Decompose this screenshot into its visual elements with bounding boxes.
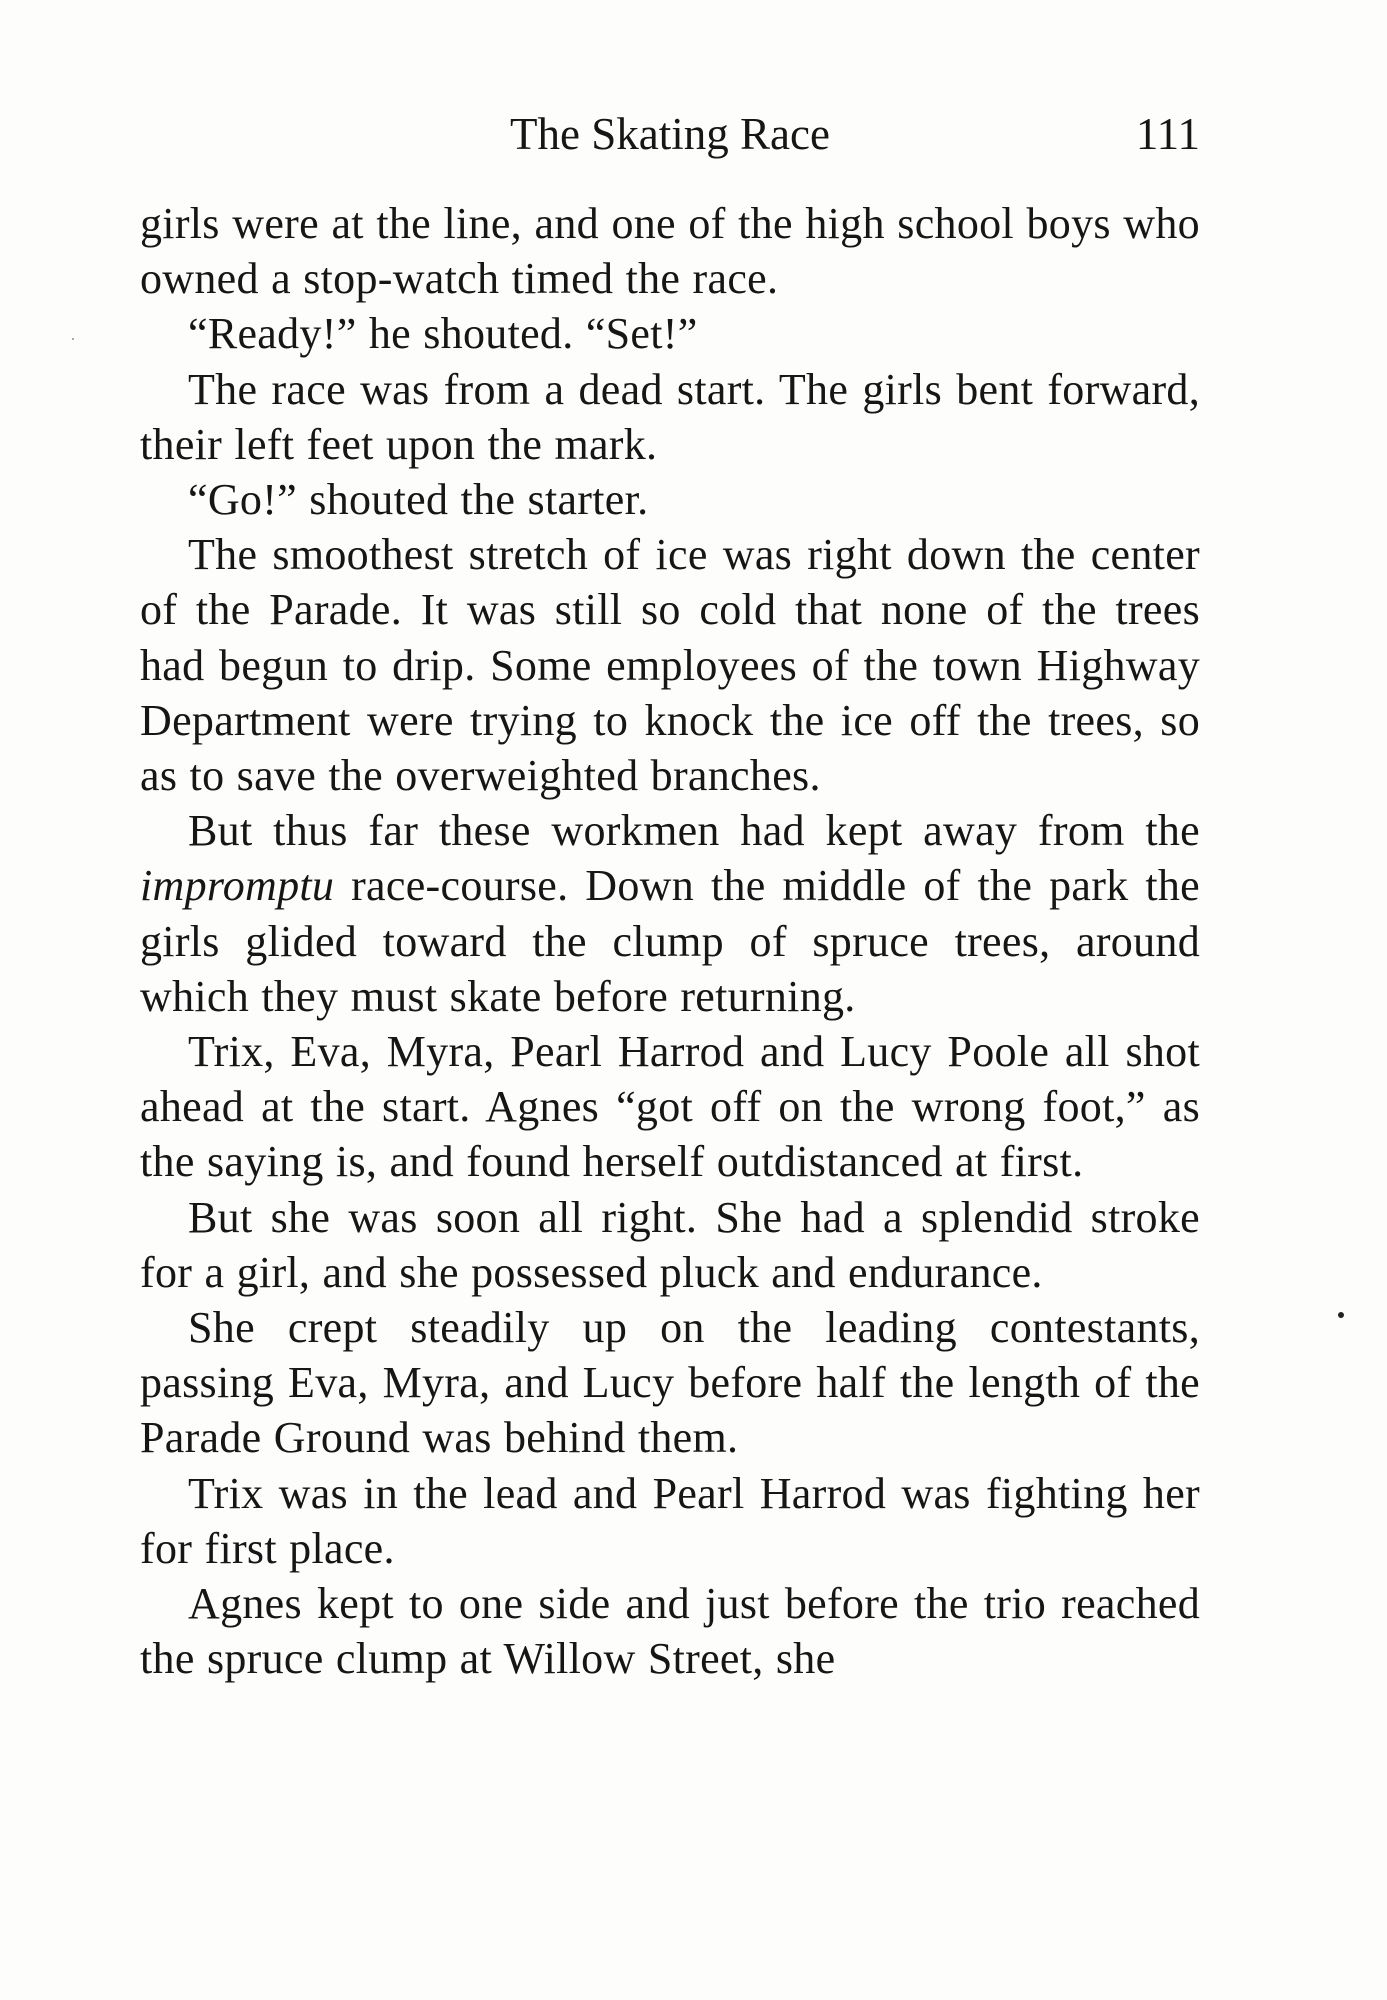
body-text	[140, 196, 1200, 1686]
paragraph-10: Trix was in the lead and Pearl Harrod was fighting her for first place.	[140, 1468, 1200, 1573]
paragraph-1: girls were at the line, and one of the high school boys who owned a stop-watch timed the race.	[140, 199, 1200, 304]
page-header	[140, 104, 1200, 164]
paragraph-5: The smoothest stretch of ice was right down the center of the Parade. It was still so cold that none of the trees had begun to drip. Some employees of the town Highway Department were trying to knock the ice off the trees, so as to save the overweighted branches.	[140, 530, 1200, 801]
paragraph-2: “Ready!” he shouted. “Set!”	[188, 309, 698, 359]
paragraph-6-end: race-course. Down the middle of the park the girls glided toward the clump of spruce trees, around which they must skate before returning.	[140, 861, 1200, 1021]
italic-word-impromptu: impromptu	[140, 861, 335, 911]
ink-speck	[1338, 1312, 1344, 1318]
paragraph-8: But she was soon all right. She had a splendid stroke for a girl, and she possessed pluck and endurance.	[140, 1192, 1200, 1297]
running-title: The Skating Race	[510, 109, 830, 159]
paragraph-4: “Go!” shouted the starter.	[188, 475, 649, 525]
paragraph-6	[140, 803, 1200, 1024]
ink-speck	[72, 338, 74, 340]
paragraph-11: Agnes kept to one side and just before the trio reached the spruce clump at Willow Street, she	[140, 1579, 1200, 1684]
paragraph-9: She crept steadily up on the leading contestants, passing Eva, Myra, and Lucy before half the length of the Parade Ground was behind them.	[140, 1303, 1200, 1463]
paragraph-6-start: But thus far these workmen had kept away from the	[188, 806, 1200, 856]
paragraph-3: The race was from a dead start. The girls bent forward, their left feet upon the mark.	[140, 364, 1200, 469]
paragraph-7: Trix, Eva, Myra, Pearl Harrod and Lucy Poole all shot ahead at the start. Agnes “got off on the wrong foot,” as the saying is, and found herself outdistanced at first.	[140, 1027, 1200, 1187]
page-number: 111	[1135, 109, 1200, 159]
